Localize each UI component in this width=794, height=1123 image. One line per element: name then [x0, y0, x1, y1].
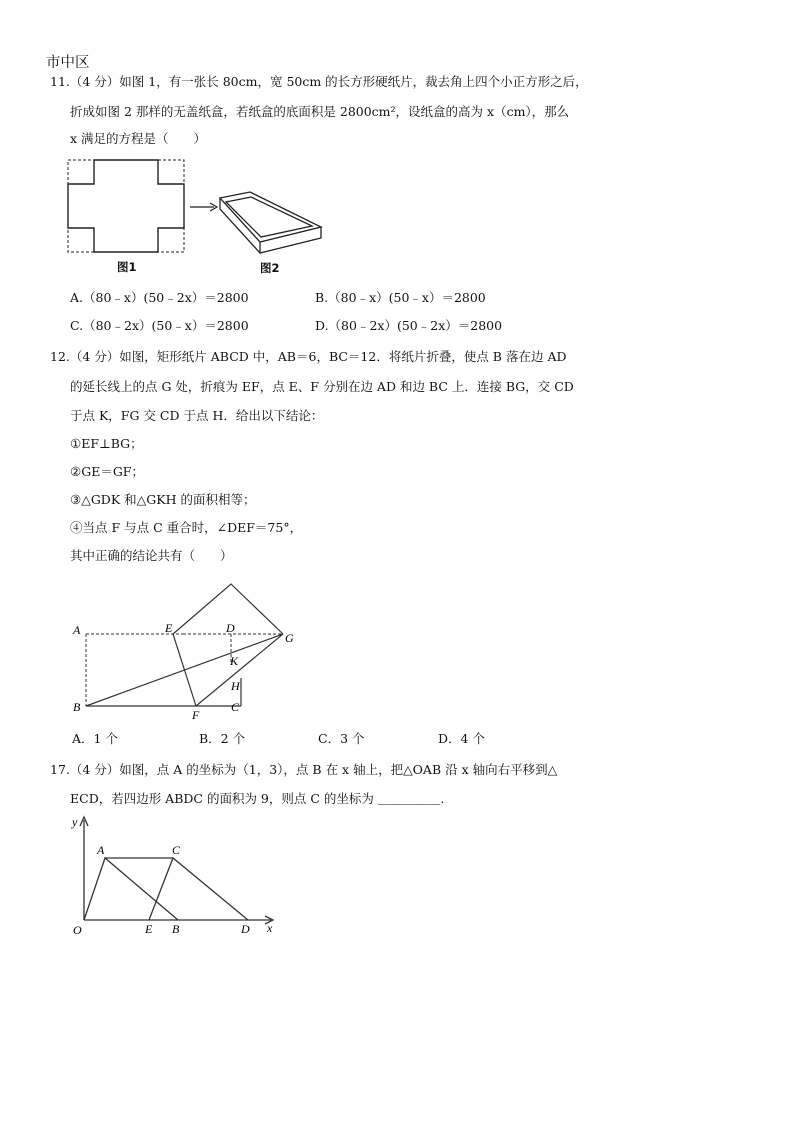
q17-stem-line2: ECD，若四边形 ABDC 的面积为 9，则点 C 的坐标为 ＿＿＿＿＿.: [70, 791, 445, 806]
q17-stem-line1: 17.（4 分）如图，点 A 的坐标为（1，3），点 B 在 x 轴上，把△OAB 沿 x 轴向右平移到△: [50, 762, 558, 777]
q12-option-b: B．2 个: [199, 731, 246, 746]
q11-option-c: C.（80﹣2x）(50﹣x）＝2800: [70, 318, 249, 333]
q11-figure1: [66, 158, 191, 258]
q12-conclusion-4: ④当点 F 与点 C 重合时，∠DEF＝75°，: [70, 520, 303, 535]
q11-option-d: D.（80﹣2x）(50﹣2x）＝2800: [315, 318, 503, 333]
q11-figure2-box: [214, 190, 329, 250]
q11-option-a: A.（80﹣x）(50﹣2x）＝2800: [70, 290, 249, 305]
q17-label-c: C: [172, 843, 181, 857]
region-header: 市中区: [46, 55, 90, 71]
q17-label-o: O: [73, 923, 82, 937]
q12-stem-line2: 的延长线上的点 G 处，折痕为 EF，点 E、F 分别在边 AD 和边 BC 上．连接 BG，交 CD: [70, 379, 574, 394]
q17-label-b: B: [172, 922, 180, 936]
q11-stem-line2: 折成如图 2 那样的无盖纸盒，若纸盒的底面积是 2800cm²，设纸盒的高为 x（cm），那么: [70, 104, 570, 119]
q12-option-a: A．1 个: [72, 731, 118, 746]
q17-figure: [66, 812, 286, 938]
q12-label-c: C: [231, 700, 240, 714]
q11-stem-line1: 11.（4 分）如图 1，有一张长 80cm，宽 50cm 的长方形硬纸片，裁去角上四个小正方形之后，: [50, 74, 588, 89]
q12-conclusion-1: ①EF⊥BG；: [70, 436, 143, 451]
q12-option-d: D．4 个: [438, 731, 485, 746]
q12-label-e: E: [165, 621, 173, 635]
q12-label-h: H: [231, 679, 240, 693]
q17-label-e: E: [145, 922, 153, 936]
q12-stem-line1: 12.（4 分）如图，矩形纸片 ABCD 中，AB＝6，BC＝12．将纸片折叠，使点 B 落在边 AD: [50, 349, 567, 364]
q11-stem-line3: x 满足的方程是（ ）: [70, 131, 207, 146]
q12-stem-line3: 于点 K，FG 交 CD 于点 H．给出以下结论：: [70, 408, 324, 423]
q12-label-a: A: [73, 623, 81, 637]
q12-figure: [70, 578, 310, 723]
q17-axis-y-label: y: [72, 815, 78, 829]
q12-label-b: B: [73, 700, 81, 714]
q17-axis-x-label: x: [267, 921, 273, 935]
q12-question: 其中正确的结论共有（ ）: [70, 548, 233, 563]
q12-conclusion-3: ③△GDK 和△GKH 的面积相等；: [70, 492, 256, 507]
q12-option-c: C．3 个: [318, 731, 365, 746]
q11-figure2-caption: 图2: [260, 261, 280, 275]
q12-label-d: D: [226, 621, 235, 635]
q12-label-k: K: [230, 654, 239, 668]
q17-label-a: A: [97, 843, 105, 857]
q12-label-f: F: [192, 708, 200, 722]
q17-label-d: D: [241, 922, 250, 936]
q12-label-g: G: [285, 631, 294, 645]
q12-conclusion-2: ②GE＝GF；: [70, 464, 144, 479]
q11-option-b: B.（80﹣x）(50﹣x）＝2800: [315, 290, 486, 305]
q11-figure1-caption: 图1: [117, 260, 137, 274]
